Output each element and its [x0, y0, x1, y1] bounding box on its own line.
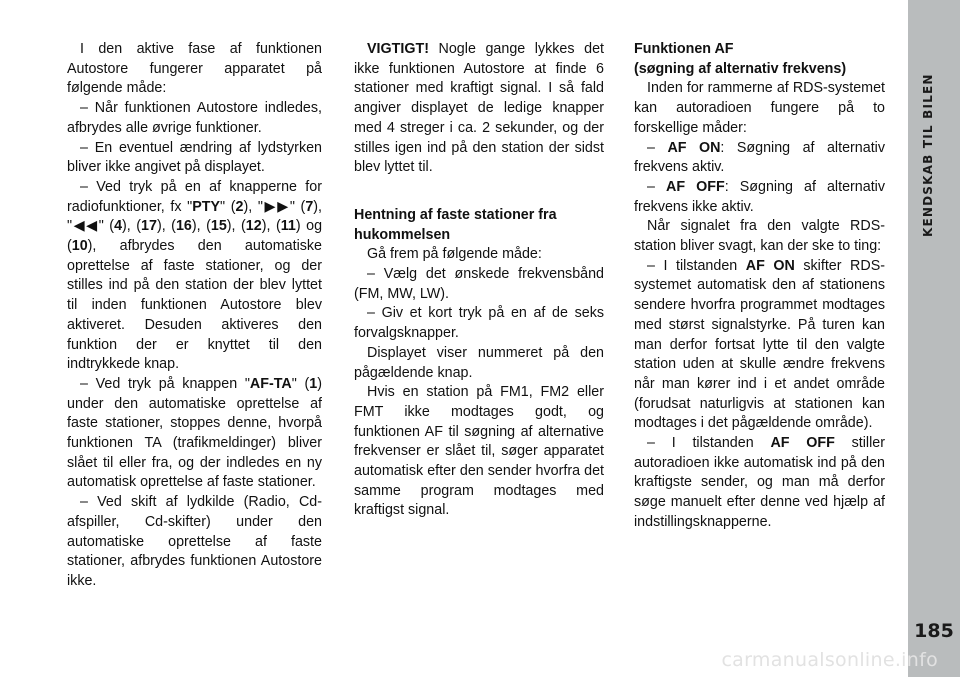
- paragraph: – I tilstanden AF OFF stiller autoradioen ikke automatisk ind på den kraftigste sender, og man må derfor søge manuelt efter denne ved hjælp af indstillingsknapperne.: [634, 435, 885, 530]
- paragraph: Gå frem på følgende måde:: [367, 246, 542, 263]
- paragraph: I den aktive fase af funktionen Autostore fungerer apparatet på følgende måde:: [67, 41, 322, 97]
- paragraph: – En eventuel ændring af lydstyrken bliver ikke angivet på displayet.: [67, 139, 322, 176]
- important-label: VIGTIGT!: [367, 41, 429, 57]
- paragraph: Inden for rammerne af RDS-systemet kan autoradioen fungere på to forskellige måder:: [634, 80, 885, 136]
- paragraph: Displayet viser nummeret på den pågældende knap.: [354, 344, 604, 381]
- text-column-1: [67, 40, 322, 592]
- paragraph: – Ved tryk på knappen "AF-TA" (1) under den automatiske oprettelse af faste stationer, stoppes denne, hvorpå funktionen TA (trafikmeldinger) bliver slået til eller fra, og der indledes en ny automatisk oprettelse af faste stationer.: [67, 375, 322, 491]
- paragraph: – Når funktionen Autostore indledes, afbrydes alle øvrige funktioner.: [67, 100, 322, 136]
- watermark: carmanualsonline.info: [721, 649, 938, 671]
- chapter-title: KENDSKAB TIL BILEN: [921, 73, 935, 237]
- paragraph: Når signalet fra den valgte RDS-station bliver svagt, kan der ske to ting:: [634, 218, 885, 255]
- section-heading: Funktionen AF: [634, 41, 734, 57]
- paragraph: Hvis en station på FM1, FM2 eller FMT ikke modtages godt, og funktionen AF til søgning af alternative frekvenser er slået til, søger apparatet automatisk efter den sender hvorfra det samme program modtages med kraftigst signal.: [354, 384, 604, 519]
- paragraph: – AF OFF: Søgning af alternativ frekvens ikke aktiv.: [634, 178, 885, 215]
- paragraph: – Ved skift af lydkilde (Radio, Cd-afspiller, Cd-skifter) under den automatiske oprettelse af faste stationer, afbrydes funktionen Autostore ikke.: [67, 494, 322, 589]
- paragraph: – I tilstanden AF ON skifter RDS-systemet automatisk den af stationens sendere hvorfra programmet modtages med størst signalstyrke. På turen kan man derfor fortsat lytte til den valgte station uden at skulle ændre frekvens når man kører ind i et andet område (forudsat naturligvis at stationen kan modtages i det pågældende område).: [634, 257, 885, 432]
- text-column-3: [634, 40, 885, 533]
- fast-forward-icon: ▶▶: [262, 198, 290, 215]
- important-note: VIGTIGT! Nogle gange lykkes det ikke funktionen Autostore at finde 6 stationer med kraftigt signal. I så fald angiver displayet de ledige knapper med 4 streger i ca. 2 sekunder, og der stilles igen ind på den station der sidst blev lyttet til.: [354, 41, 604, 176]
- text-column-2: [354, 40, 604, 521]
- paragraph: – Ved tryk på en af knapperne for radiofunktioner, fx "PTY" (2), "▶▶" (7), "◀◀" (4), (17), (16), (15), (12), (11) og (10), afbrydes den automatiske oprettelse af faste stationer, og der stilles ind på den station der blev lyttet til inden funktionen Autostore blev aktiveret. Desuden aktiveres den funktion der er knyttet til den indtrykkede knap.: [67, 178, 323, 373]
- paragraph: – Giv et kort tryk på en af de seks forvalgsknapper.: [354, 305, 604, 342]
- paragraph: – AF ON: Søgning af alternativ frekvens aktiv.: [634, 139, 885, 176]
- section-subheading: (søgning af alternativ frekvens): [634, 60, 847, 77]
- page-number: 185: [914, 620, 954, 642]
- paragraph: – Vælg det ønskede frekvensbånd (FM, MW, LW).: [354, 266, 604, 302]
- section-heading: Hentning af faste stationer fra hukommelsen: [354, 206, 557, 243]
- rewind-icon: ◀◀: [72, 218, 99, 235]
